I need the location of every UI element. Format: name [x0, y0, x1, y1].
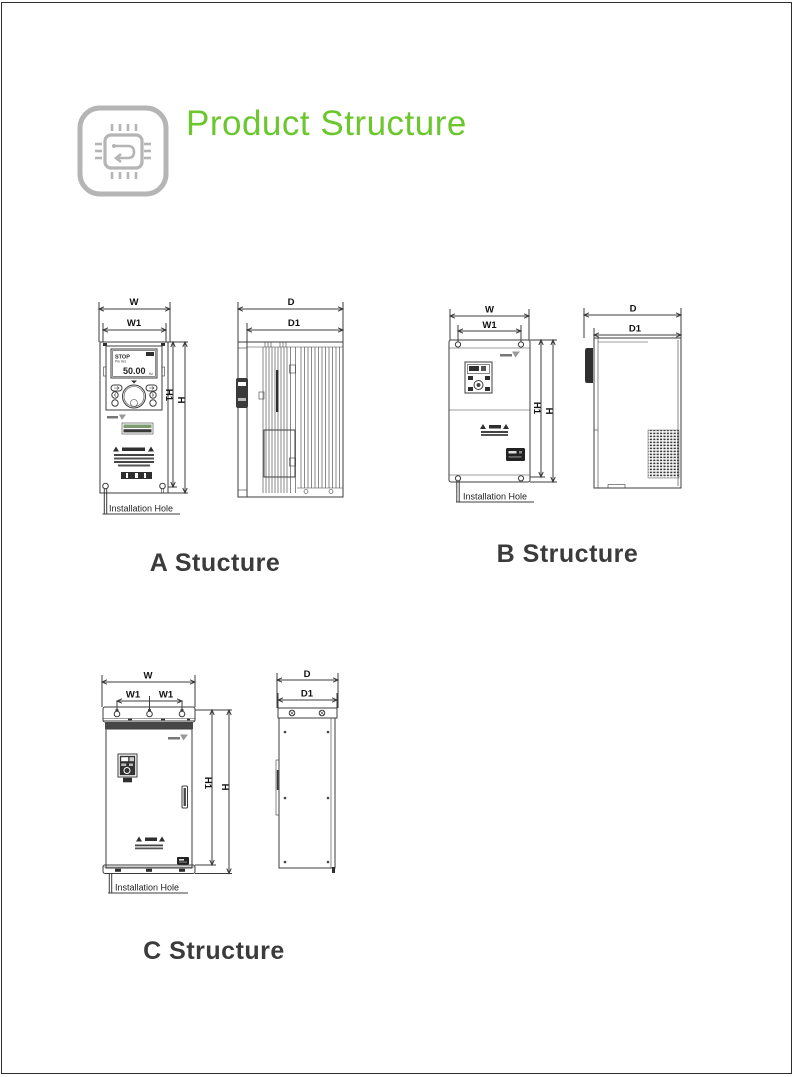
dim-h	[168, 342, 188, 493]
dim-label-w1: W1	[126, 318, 142, 329]
dim-w1	[117, 690, 182, 712]
dim-d1	[594, 324, 681, 339]
dim-label-d1: D1	[287, 318, 301, 329]
installation-hole-label: Installation Hole	[109, 503, 174, 514]
device-body	[106, 729, 192, 868]
keypad-panel	[118, 754, 137, 782]
dim-label-h1: H1	[531, 401, 542, 415]
dim-h1	[163, 342, 188, 487]
lcd-status-text: STOP	[115, 354, 130, 361]
pointer-mark	[131, 381, 137, 384]
warning-label	[113, 447, 154, 467]
brand-logo	[107, 415, 126, 421]
rotary-knob	[123, 385, 146, 408]
slot-handle	[182, 786, 188, 808]
terminal-cover	[236, 378, 248, 408]
keypad-buttons	[111, 385, 157, 408]
structure-c-side-view	[270, 665, 355, 905]
caption-structure-b: B Structure	[496, 540, 639, 568]
fan-housing	[297, 488, 343, 494]
dim-w1	[103, 318, 166, 342]
dim-h	[195, 710, 232, 874]
warning-label	[135, 837, 165, 850]
heatsink-fins-left	[263, 347, 287, 493]
installation-hole-callout	[456, 481, 534, 502]
dim-label-h: H	[219, 783, 230, 791]
keypad-tag	[123, 778, 132, 783]
lcd-frequency-text: 50.00	[123, 366, 146, 376]
dim-label-d: D	[287, 297, 295, 308]
keypad-panel	[465, 362, 492, 393]
panel-screws	[284, 731, 330, 864]
dim-label-h1: H1	[163, 388, 174, 402]
dim-label-d: D	[629, 303, 637, 315]
lcd-display	[111, 349, 157, 378]
dim-label-d1: D1	[300, 688, 314, 700]
top-mounting-hole	[518, 342, 523, 347]
mounting-holes	[103, 483, 166, 493]
dim-label-h1: H1	[202, 776, 213, 790]
heatsink-fins-right	[301, 347, 340, 488]
installation-hole-label: Installation Hole	[463, 491, 528, 502]
top-mounting-hole	[455, 342, 460, 347]
dim-label-w1: W1	[482, 320, 497, 331]
bottom-rail	[103, 865, 195, 874]
warning-label	[480, 424, 509, 436]
dim-label-w: W	[485, 304, 494, 316]
dim-label-h: H	[543, 407, 554, 415]
caption-structure-c: C Structure	[143, 937, 285, 965]
top-plate	[278, 708, 337, 718]
chip-icon	[75, 103, 171, 199]
keypad-panel	[104, 346, 165, 410]
vent-strip	[105, 722, 193, 729]
top-mounting-rail	[103, 707, 195, 722]
top-vent-ticks	[265, 342, 286, 347]
structure-a-front-view	[85, 290, 217, 530]
bottom-rail	[449, 475, 530, 482]
dim-w1	[458, 320, 521, 342]
brand-logo	[168, 735, 188, 741]
page-title: Product Structure	[186, 104, 467, 143]
vent-grid	[648, 430, 679, 478]
installation-hole-callout	[108, 874, 188, 894]
dim-label-w: W	[129, 297, 139, 308]
mounting-tab	[585, 348, 593, 383]
fin-slot	[276, 370, 279, 412]
bottom-clip	[332, 867, 335, 873]
dim-d1	[247, 318, 343, 342]
caption-structure-a: A Stucture	[149, 549, 281, 577]
lcd-unit-text: Hz	[149, 372, 153, 376]
lcd-mode-text: Pre Set.	[115, 359, 127, 364]
spec-label	[122, 423, 153, 434]
installation-hole-label: Installation Hole	[115, 882, 180, 893]
dim-d1	[278, 689, 337, 709]
dim-label-w1b: W1	[158, 689, 174, 701]
dim-label-d1: D1	[628, 323, 642, 335]
dim-label-d: D	[303, 669, 311, 680]
lcd-mode-badge	[146, 352, 154, 356]
structure-c-front-view	[95, 665, 245, 905]
brand-logo	[500, 352, 520, 358]
structure-a-side-view	[235, 290, 355, 530]
structure-b-side-view	[578, 300, 693, 515]
nameplate	[506, 448, 525, 461]
dim-label-h: H	[175, 396, 186, 404]
barcode-label	[121, 472, 152, 479]
foot	[608, 485, 625, 489]
dim-label-w1: W1	[125, 689, 141, 701]
device-body	[279, 718, 335, 868]
nameplate	[177, 857, 189, 865]
dim-label-w: W	[143, 670, 153, 682]
structure-b-front-view	[445, 300, 570, 515]
mounting-tab	[238, 342, 247, 497]
